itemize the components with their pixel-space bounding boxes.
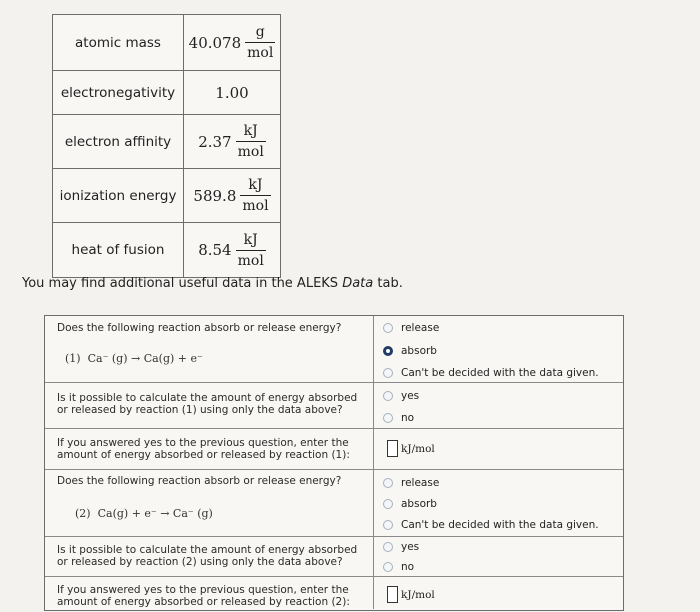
q4-option-absorb[interactable] — [383, 498, 437, 510]
heat-of-fusion-number: 8.54 — [198, 241, 232, 259]
answer-unit: kJ/mol — [401, 442, 435, 455]
q2-option-yes[interactable] — [383, 390, 419, 402]
q1-prompt: Does the following reaction absorb or release energy? — [57, 322, 342, 334]
radio-selected-icon[interactable] — [383, 346, 393, 356]
q6-answer-field[interactable] — [387, 586, 435, 603]
reaction-1 — [65, 352, 203, 365]
unit-denominator: mol — [237, 144, 264, 160]
reaction-number: (1) — [65, 352, 81, 365]
table-value-ionization-energy — [184, 169, 281, 223]
option-label: absorb — [401, 498, 437, 510]
prompt-line: If you answered yes to the previous question, enter the — [57, 437, 349, 449]
prompt-line: or released by reaction (2) using only the data above? — [57, 556, 343, 568]
option-label: release — [401, 477, 440, 489]
option-label: Can't be decided with the data given. — [401, 519, 599, 531]
prompt-line: amount of energy absorbed or released by reaction (2): — [57, 596, 350, 608]
question-row-6 — [45, 576, 623, 609]
radio-icon[interactable] — [383, 323, 393, 333]
q4-prompt: Does the following reaction absorb or release energy? — [57, 475, 342, 487]
element-data-table — [52, 14, 281, 278]
table-value-electron-affinity — [184, 115, 281, 169]
option-label: Can't be decided with the data given. — [401, 367, 599, 379]
reaction-number: (2) — [75, 507, 91, 520]
q5-option-no[interactable] — [383, 561, 414, 573]
q3-answer-field[interactable] — [387, 440, 435, 457]
option-label: yes — [401, 390, 420, 402]
table-label-electron-affinity: electron affinity — [53, 115, 184, 169]
unit-fraction — [245, 24, 275, 61]
table-label-electronegativity: electronegativity — [53, 71, 184, 115]
data-tab-note — [22, 276, 403, 291]
question-cell — [45, 316, 374, 382]
question-row-3 — [45, 428, 623, 470]
question-row-2 — [45, 382, 623, 429]
radio-icon[interactable] — [383, 391, 393, 401]
question-row-1 — [45, 316, 623, 383]
reaction-equation: Ca(g) + e⁻ → Ca⁻ (g) — [97, 507, 213, 520]
table-label-heat-of-fusion: heat of fusion — [53, 223, 184, 278]
q1-option-cant-decide[interactable] — [383, 367, 599, 379]
q4-option-cant-decide[interactable] — [383, 519, 599, 531]
q3-prompt — [57, 437, 350, 461]
radio-icon[interactable] — [383, 413, 393, 423]
q5-option-yes[interactable] — [383, 541, 419, 553]
q2-prompt — [57, 392, 357, 416]
question-cell — [45, 428, 374, 469]
q1-option-absorb[interactable] — [383, 345, 437, 357]
question-cell — [45, 536, 374, 576]
q6-prompt — [57, 584, 350, 608]
q1-option-release[interactable] — [383, 322, 439, 334]
question-cell — [45, 382, 374, 428]
option-label: release — [401, 322, 440, 334]
radio-icon[interactable] — [383, 478, 393, 488]
answer-input[interactable] — [387, 440, 398, 457]
option-label: no — [401, 412, 415, 424]
data-tab-link[interactable]: Data — [342, 276, 374, 291]
table-value-heat-of-fusion — [184, 223, 281, 278]
unit-numerator: g — [255, 24, 265, 40]
table-value-atomic-mass — [184, 15, 281, 71]
unit-numerator: kJ — [243, 123, 258, 139]
prompt-line: or released by reaction (1) using only the data above? — [57, 404, 343, 416]
unit-fraction — [236, 232, 266, 269]
unit-numerator: kJ — [248, 177, 263, 193]
option-label: yes — [401, 541, 420, 553]
option-label: no — [401, 561, 415, 573]
table-value-electronegativity: 1.00 — [184, 71, 281, 115]
q2-option-no[interactable] — [383, 412, 414, 424]
note-suffix: tab. — [373, 276, 403, 291]
unit-fraction — [240, 177, 270, 214]
question-row-5 — [45, 536, 623, 577]
table-label-ionization-energy: ionization energy — [53, 169, 184, 223]
reaction-equation: Ca⁻ (g) → Ca(g) + e⁻ — [87, 352, 203, 365]
unit-fraction — [236, 123, 266, 160]
question-row-4 — [45, 469, 623, 537]
prompt-line: Is it possible to calculate the amount of energy absorbed — [57, 392, 358, 404]
reaction-2 — [75, 507, 213, 520]
radio-icon[interactable] — [383, 499, 393, 509]
answer-input[interactable] — [387, 586, 398, 603]
prompt-line: Is it possible to calculate the amount of energy absorbed — [57, 544, 358, 556]
unit-numerator: kJ — [243, 231, 258, 248]
unit-denominator: mol — [247, 45, 274, 61]
radio-icon[interactable] — [383, 562, 393, 572]
prompt-line: amount of energy absorbed or released by reaction (1): — [57, 449, 350, 461]
question-cell — [45, 576, 374, 609]
option-label: absorb — [401, 345, 437, 357]
radio-icon[interactable] — [383, 368, 393, 378]
ionization-energy-number: 589.8 — [193, 186, 237, 205]
atomic-mass-number: 40.078 — [188, 33, 242, 52]
question-cell — [45, 469, 374, 536]
question-panel — [44, 315, 624, 611]
q4-option-release[interactable] — [383, 477, 439, 489]
table-label-atomic-mass: atomic mass — [53, 15, 184, 71]
prompt-line: If you answered yes to the previous question, enter the — [57, 584, 349, 596]
unit-denominator: mol — [237, 252, 264, 269]
unit-denominator: mol — [242, 198, 269, 214]
note-prefix: You may find additional useful data in the ALEKS — [22, 276, 343, 291]
radio-icon[interactable] — [383, 520, 393, 530]
q5-prompt — [57, 544, 357, 568]
electron-affinity-number: 2.37 — [198, 132, 232, 151]
radio-icon[interactable] — [383, 542, 393, 552]
answer-unit: kJ/mol — [401, 588, 435, 601]
